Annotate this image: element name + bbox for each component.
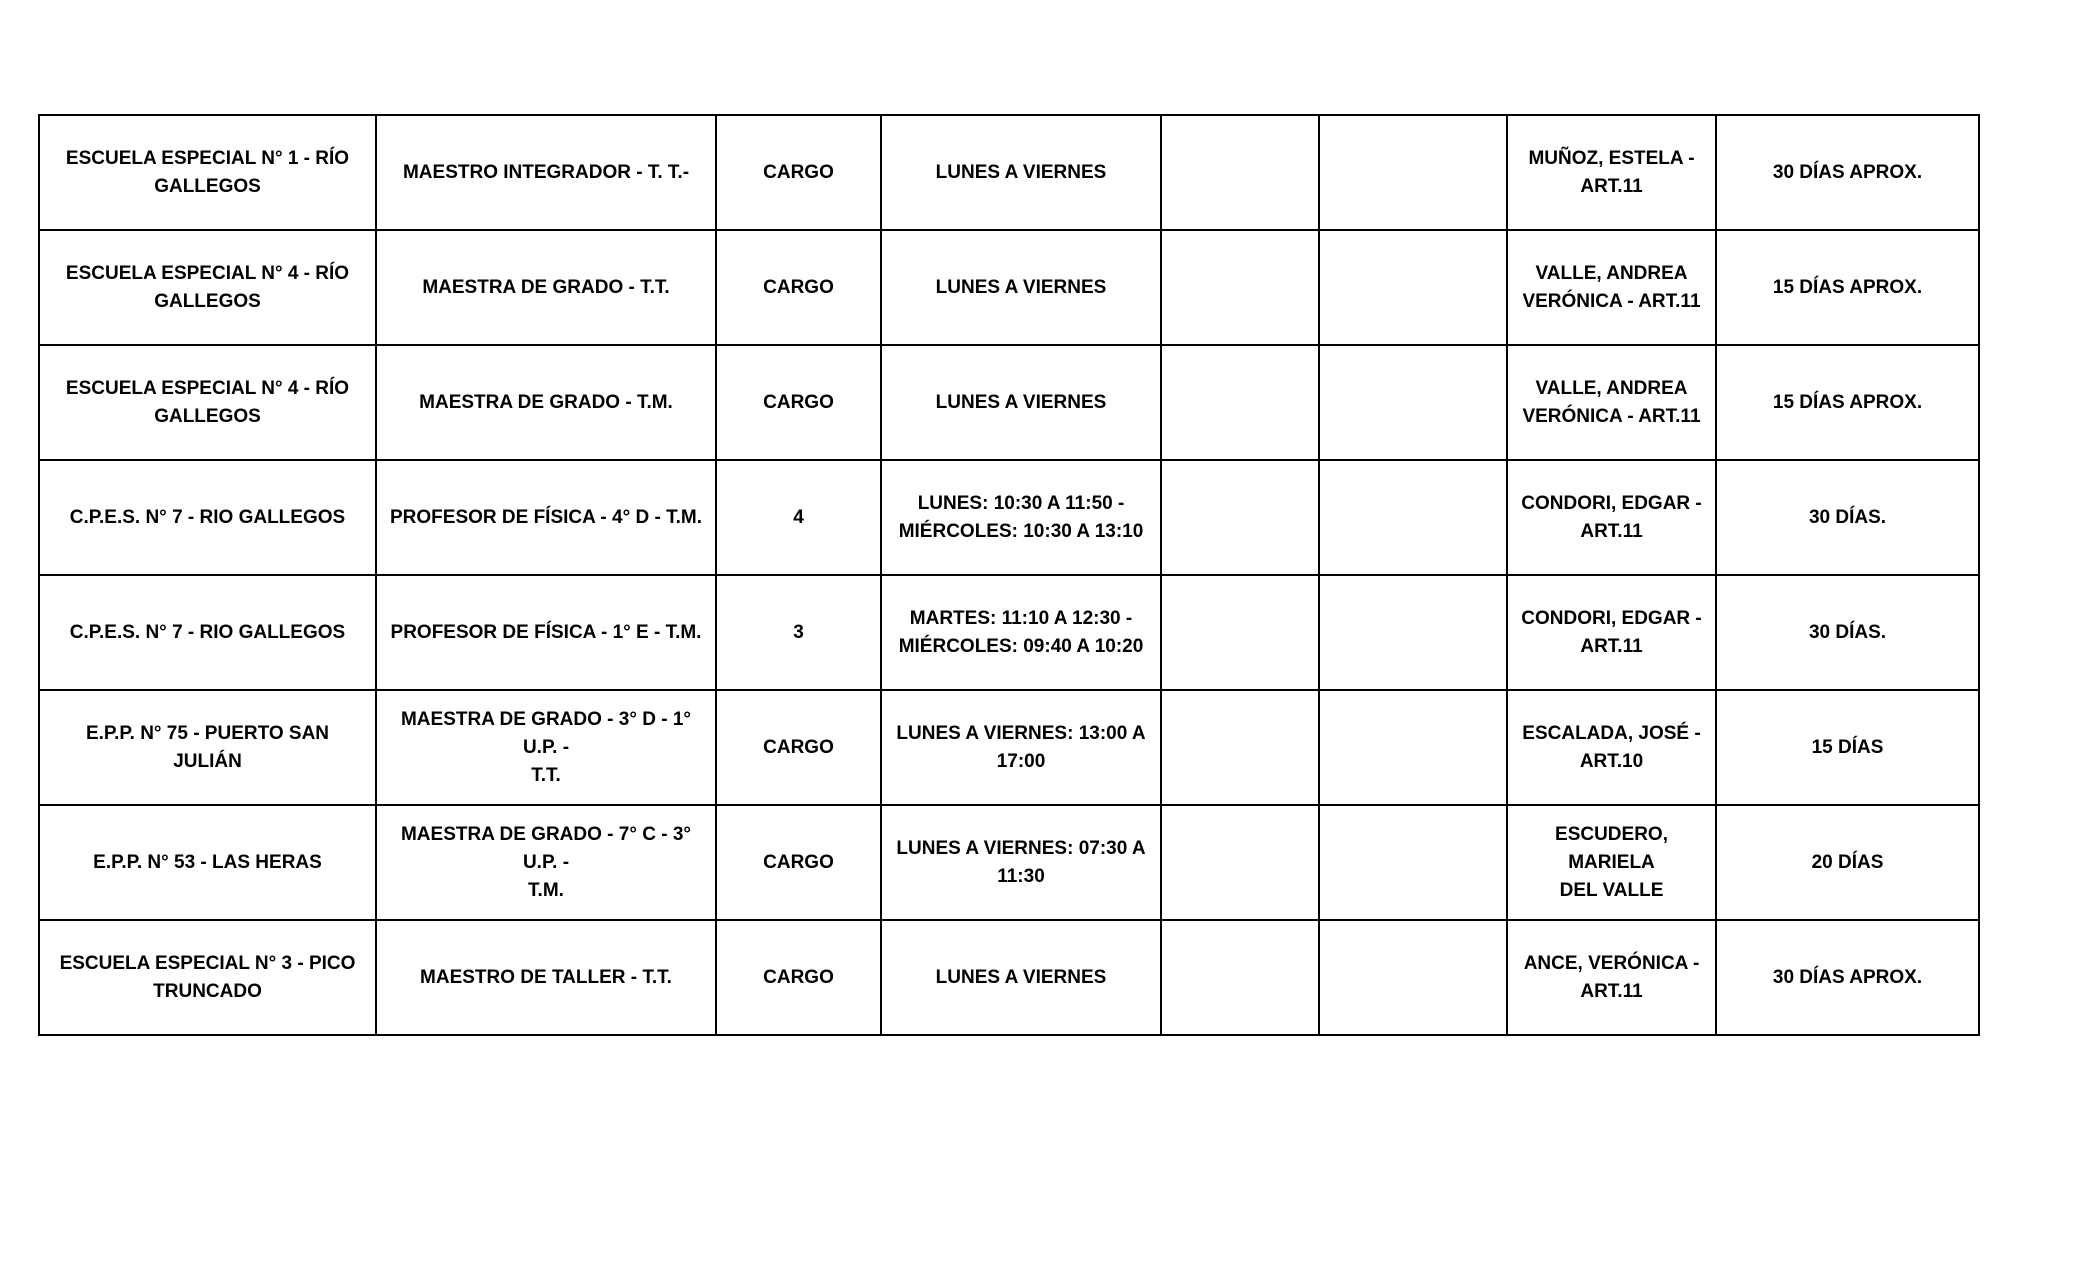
duration-cell: 15 DÍAS APROX. xyxy=(1716,230,1979,345)
hours-cell: 4 xyxy=(716,460,881,575)
hours-cell: CARGO xyxy=(716,230,881,345)
hours-cell: CARGO xyxy=(716,690,881,805)
empty-cell xyxy=(1319,690,1507,805)
empty-cell xyxy=(1161,690,1319,805)
empty-cell xyxy=(1161,345,1319,460)
empty-cell xyxy=(1319,230,1507,345)
holder-cell: CONDORI, EDGAR - ART.11 xyxy=(1507,575,1716,690)
table-row xyxy=(39,230,1979,345)
position-cell: MAESTRO DE TALLER - T.T. xyxy=(376,920,716,1035)
holder-cell: ESCUDERO, MARIELA DEL VALLE xyxy=(1507,805,1716,920)
holder-cell: ESCALADA, JOSÉ - ART.10 xyxy=(1507,690,1716,805)
empty-cell xyxy=(1161,920,1319,1035)
empty-cell xyxy=(1319,345,1507,460)
table-row xyxy=(39,690,1979,805)
hours-cell: 3 xyxy=(716,575,881,690)
duration-cell: 30 DÍAS APROX. xyxy=(1716,920,1979,1035)
duration-cell: 15 DÍAS xyxy=(1716,690,1979,805)
duration-cell: 15 DÍAS APROX. xyxy=(1716,345,1979,460)
empty-cell xyxy=(1319,575,1507,690)
table-row xyxy=(39,920,1979,1035)
table-row xyxy=(39,115,1979,230)
position-cell: MAESTRA DE GRADO - T.T. xyxy=(376,230,716,345)
hours-cell: CARGO xyxy=(716,345,881,460)
position-cell: PROFESOR DE FÍSICA - 1° E - T.M. xyxy=(376,575,716,690)
school-cell: C.P.E.S. N° 7 - RIO GALLEGOS xyxy=(39,575,376,690)
schedule-cell: LUNES A VIERNES: 07:30 A 11:30 xyxy=(881,805,1161,920)
empty-cell xyxy=(1161,575,1319,690)
school-cell: C.P.E.S. N° 7 - RIO GALLEGOS xyxy=(39,460,376,575)
empty-cell xyxy=(1319,805,1507,920)
table-row xyxy=(39,345,1979,460)
schedule-cell: LUNES: 10:30 A 11:50 - MIÉRCOLES: 10:30 A 13:10 xyxy=(881,460,1161,575)
school-cell: ESCUELA ESPECIAL N° 1 - RÍO GALLEGOS xyxy=(39,115,376,230)
schedule-cell: LUNES A VIERNES xyxy=(881,345,1161,460)
empty-cell xyxy=(1161,805,1319,920)
hours-cell: CARGO xyxy=(716,115,881,230)
empty-cell xyxy=(1161,115,1319,230)
holder-cell: VALLE, ANDREA VERÓNICA - ART.11 xyxy=(1507,345,1716,460)
school-cell: ESCUELA ESPECIAL N° 4 - RÍO GALLEGOS xyxy=(39,345,376,460)
table-row xyxy=(39,460,1979,575)
position-cell: MAESTRO INTEGRADOR - T. T.- xyxy=(376,115,716,230)
empty-cell xyxy=(1319,920,1507,1035)
duration-cell: 30 DÍAS APROX. xyxy=(1716,115,1979,230)
position-cell: PROFESOR DE FÍSICA - 4° D - T.M. xyxy=(376,460,716,575)
schedule-cell: LUNES A VIERNES: 13:00 A 17:00 xyxy=(881,690,1161,805)
school-cell: ESCUELA ESPECIAL N° 3 - PICO TRUNCADO xyxy=(39,920,376,1035)
empty-cell xyxy=(1161,230,1319,345)
holder-cell: MUÑOZ, ESTELA - ART.11 xyxy=(1507,115,1716,230)
position-cell: MAESTRA DE GRADO - 3° D - 1° U.P. - T.T. xyxy=(376,690,716,805)
school-cell: E.P.P. N° 53 - LAS HERAS xyxy=(39,805,376,920)
schedule-cell: LUNES A VIERNES xyxy=(881,920,1161,1035)
duration-cell: 30 DÍAS. xyxy=(1716,575,1979,690)
duration-cell: 20 DÍAS xyxy=(1716,805,1979,920)
holder-cell: CONDORI, EDGAR - ART.11 xyxy=(1507,460,1716,575)
empty-cell xyxy=(1319,115,1507,230)
schedule-cell: LUNES A VIERNES xyxy=(881,115,1161,230)
holder-cell: VALLE, ANDREA VERÓNICA - ART.11 xyxy=(1507,230,1716,345)
empty-cell xyxy=(1161,460,1319,575)
schedule-cell: MARTES: 11:10 A 12:30 - MIÉRCOLES: 09:40 A 10:20 xyxy=(881,575,1161,690)
position-cell: MAESTRA DE GRADO - 7° C - 3° U.P. - T.M. xyxy=(376,805,716,920)
table-row xyxy=(39,575,1979,690)
school-cell: ESCUELA ESPECIAL N° 4 - RÍO GALLEGOS xyxy=(39,230,376,345)
empty-cell xyxy=(1319,460,1507,575)
table-body xyxy=(39,115,1979,1035)
position-cell: MAESTRA DE GRADO - T.M. xyxy=(376,345,716,460)
school-cell: E.P.P. N° 75 - PUERTO SAN JULIÁN xyxy=(39,690,376,805)
duration-cell: 30 DÍAS. xyxy=(1716,460,1979,575)
substitution-table xyxy=(38,114,1980,1036)
hours-cell: CARGO xyxy=(716,920,881,1035)
holder-cell: ANCE, VERÓNICA - ART.11 xyxy=(1507,920,1716,1035)
schedule-cell: LUNES A VIERNES xyxy=(881,230,1161,345)
hours-cell: CARGO xyxy=(716,805,881,920)
table-row xyxy=(39,805,1979,920)
